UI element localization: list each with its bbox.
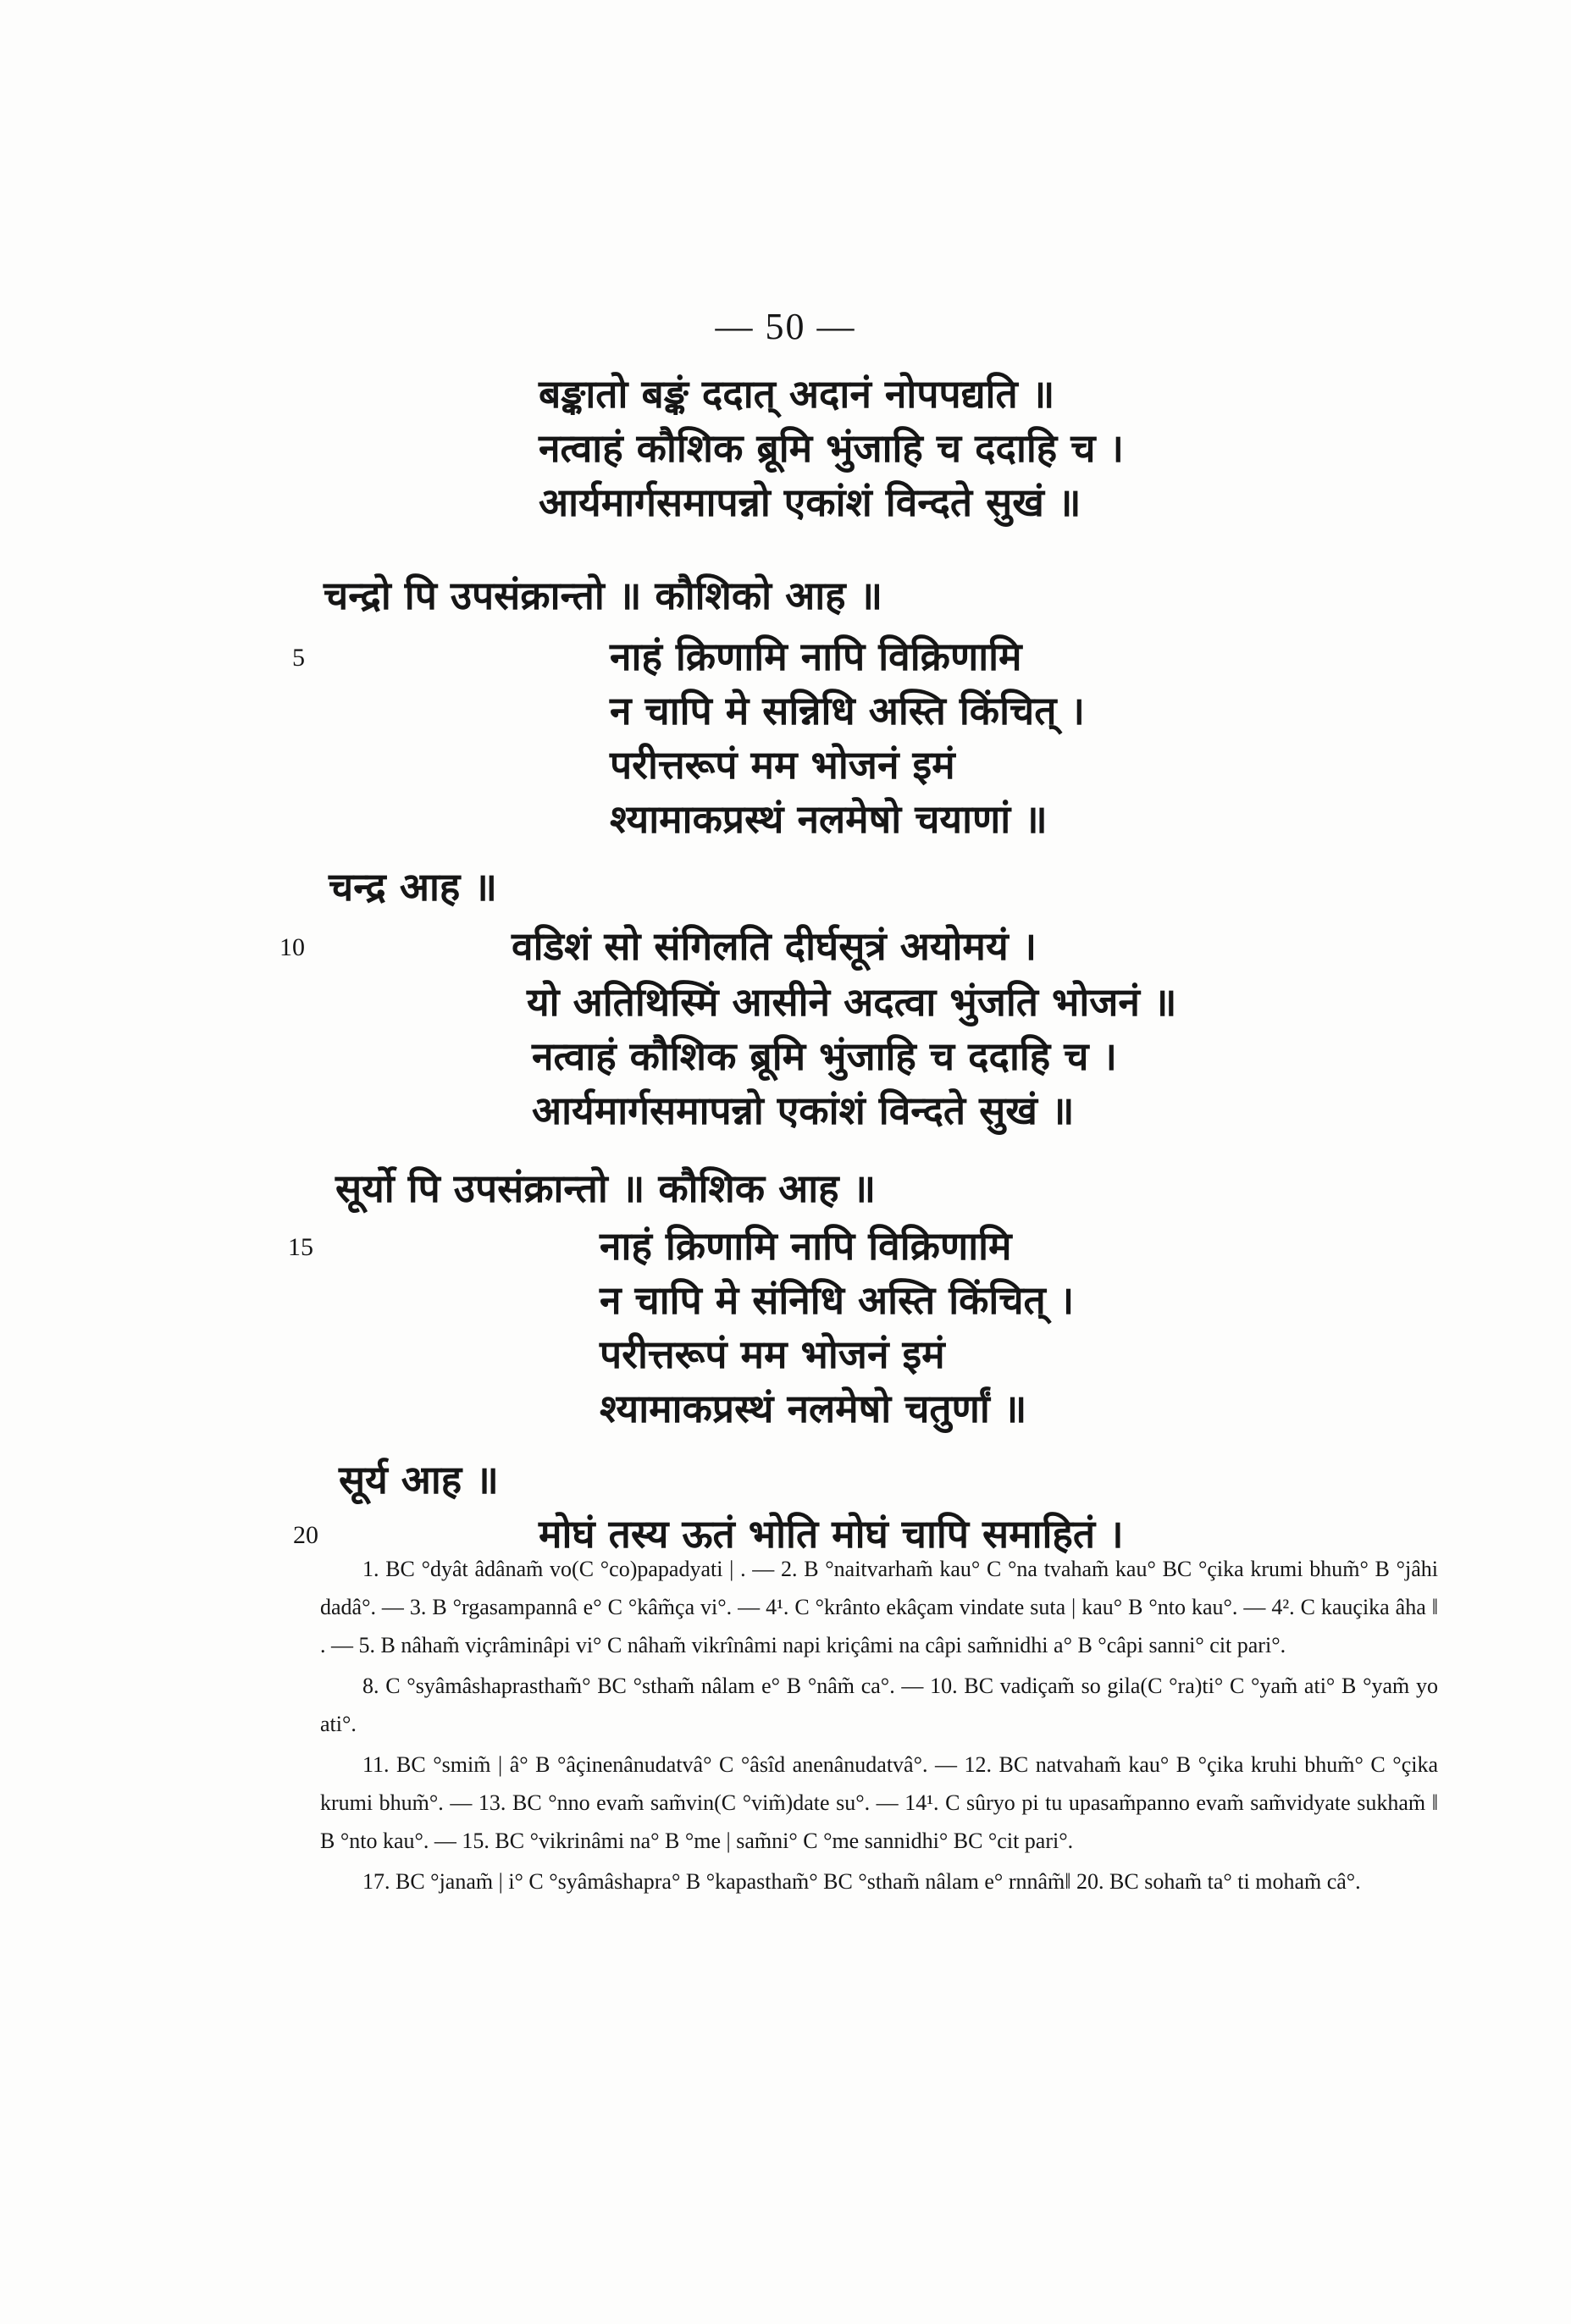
verse-line-12: नत्वाहं कौशिक ब्रूमि भुंजाहि च ददाहि च । xyxy=(532,1033,1117,1079)
verse-line-13: आर्यमार्गसमापन्नो एकांशं विन्दते सुखं ॥ xyxy=(532,1087,1075,1133)
verse-line-2: नत्वाहं कौशिक ब्रूमि भुंजाहि च ददाहि च । xyxy=(539,425,1124,471)
verse-line-8: श्यामाकप्रस्थं नलमेषो चयाणां ॥ xyxy=(610,796,1048,842)
verse-line-3: आर्यमार्गसमापन्नो एकांशं विन्दते सुखं ॥ xyxy=(539,479,1081,525)
apparatus-note: 8. C °syâmâshaprastham̃° BC °stham̃ nâlam e° B °nâm̃ ca°. — 10. BC vadiçam̃ so gila(C °ra)ti° C °yam̃ ati° B °yam̃ yo ati°. xyxy=(320,1674,1438,1736)
verse-line-20: मोघं तस्य ऊतं भोति मोघं चापि समाहितं । xyxy=(539,1511,1124,1557)
verse-line-16: न चापि मे संनिधि अस्ति किंचित् । xyxy=(600,1277,1075,1323)
verse-line-19: सूर्य आह ॥ xyxy=(339,1457,499,1502)
verse-line-11: यो अतिथिस्मिं आसीने अदत्वा भुंजति भोजनं ॥ xyxy=(527,979,1177,1025)
apparatus-note: 17. BC °janam̃ | i° C °syâmâshapra° B °kapastham̃° BC °stham̃ nâlam e° rnnâm̃‖ 20. BC soham̃ ta° ti moham̃ câ°. xyxy=(362,1869,1361,1894)
line-number-20: 20 xyxy=(293,1521,318,1549)
verse-line-5: नाहं क्रिणामि नापि विक्रिणामि xyxy=(610,634,1022,679)
line-number-5: 5 xyxy=(292,644,305,672)
verse-line-14: सूर्यो पि उपसंक्रान्तो ॥ कौशिक आह ॥ xyxy=(335,1165,877,1211)
verse-line-6: न चापि मे सन्निधि अस्ति किंचित् । xyxy=(610,688,1085,733)
verse-line-10: वडिशं सो संगिलति दीर्घसूत्रं अयोमयं । xyxy=(512,923,1037,969)
verse-line-15: नाहं क्रिणामि नापि विक्रिणामि xyxy=(600,1223,1012,1269)
verse-line-17: परीत्तरूपं मम भोजनं इमं xyxy=(600,1331,945,1377)
verse-line-4: चन्द्रो पि उपसंक्रान्तो ॥ कौशिको आह ॥ xyxy=(324,573,883,618)
verse-line-18: श्यामाकप्रस्थं नलमेषो चतुर्णां ॥ xyxy=(600,1386,1027,1431)
line-number-15: 15 xyxy=(288,1233,313,1261)
verse-line-9: चन्द्र आह ॥ xyxy=(329,864,497,910)
verse-line-7: परीत्तरूपं मम भोजनं इमं xyxy=(610,742,955,788)
apparatus-note: 1. BC °dyât âdânam̃ vo(C °co)papadyati | . — 2. B °naitvarham̃ kau° C °na tvaham̃ kau° BC °çika krumi bhum̃° B °jâhi dadâ°. — 3. B °rgasampannâ e° C °kâm̃ça vi°. — 4¹. C °krânto ekâçam vindate suta | kau° B °nto kau°. — 4². C kauçika âha ‖ . — 5. B nâham̃ viçrâminâpi vi° C nâham̃ vikrînâmi napi kriçâmi na câpi sam̃nidhi a° B °câpi sanni° cit pari°. xyxy=(320,1557,1438,1657)
critical-apparatus xyxy=(320,1550,1438,1901)
page-number: — 50 — xyxy=(715,306,856,347)
verse-line-1: बङ्कातो बङ्कं ददात् अदानं नोपपद्यति ॥ xyxy=(539,371,1055,417)
line-number-10: 10 xyxy=(279,933,305,961)
apparatus-note: 11. BC °smim̃ | â° B °âçinenânudatvâ° C °âsîd anenânudatvâ°. — 12. BC natvaham̃ kau° B °çika kruhi bhum̃° C °çika krumi bhum̃°. — 13. BC °nno evam̃ sam̃vin(C °vim̃)date su°. — 14¹. C sûryo pi tu upasam̃panno evam̃ sam̃vidyate sukham̃ ‖ B °nto kau°. — 15. BC °vikrinâmi na° B °me | sam̃ni° C °me sannidhi° BC °cit pari°. xyxy=(320,1752,1438,1853)
